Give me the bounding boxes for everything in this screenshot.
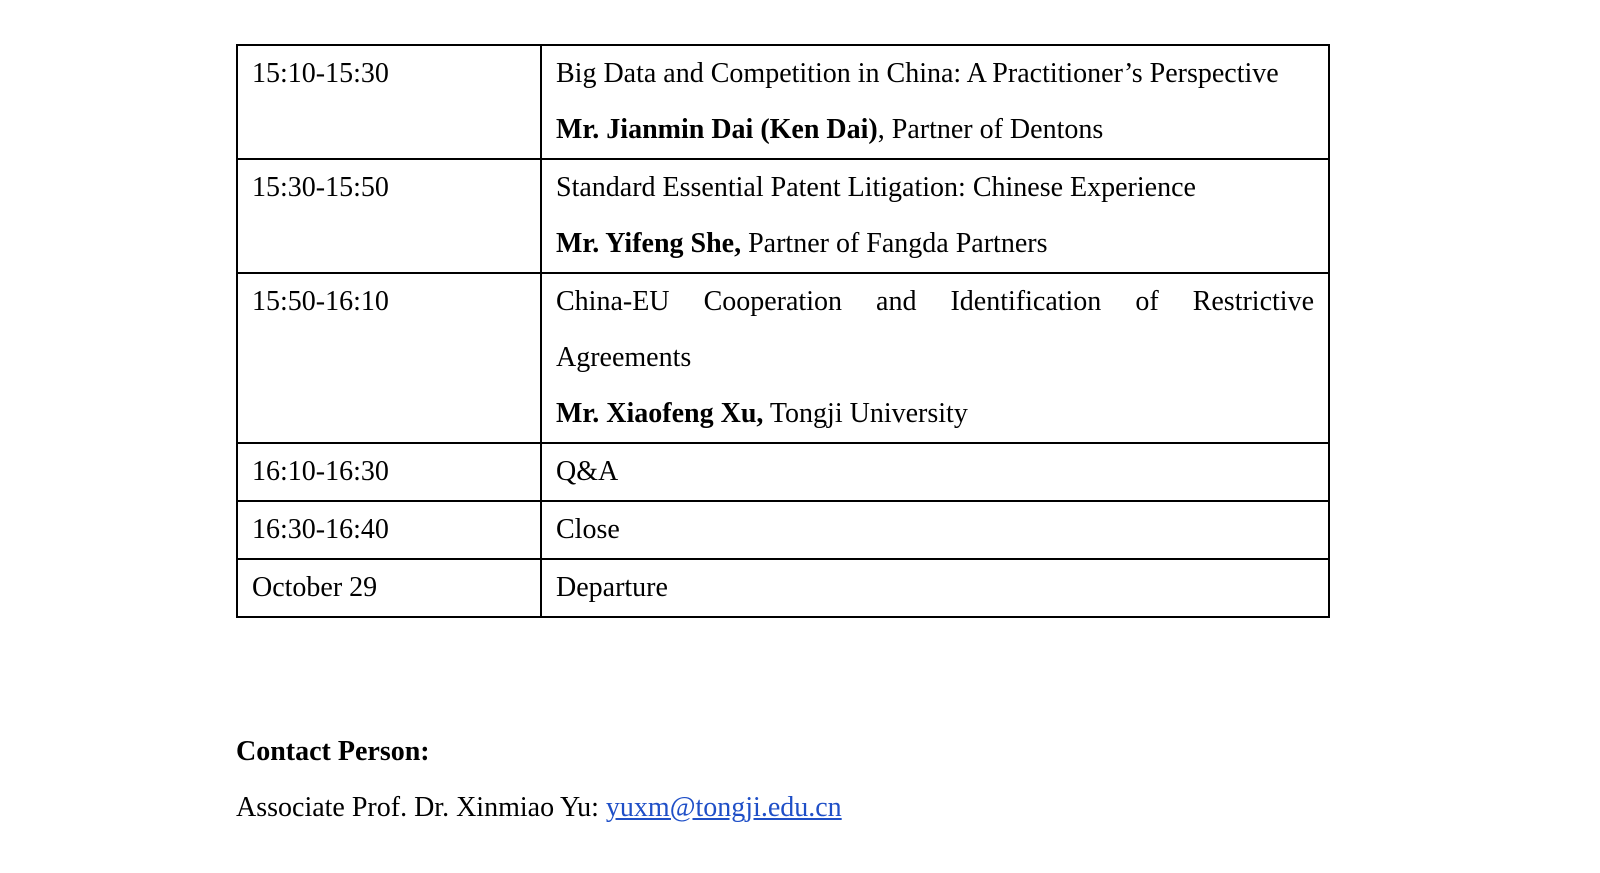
time-cell: [237, 45, 541, 159]
speaker-affiliation: Tongji University: [763, 398, 968, 429]
time-text: 16:30-16:40: [252, 514, 389, 545]
time-cell: [237, 159, 541, 273]
session-cell: [541, 559, 1329, 617]
schedule-table: [236, 44, 1330, 618]
time-cell: [237, 273, 541, 443]
speaker-line: [556, 216, 1314, 272]
table-row: [237, 45, 1329, 159]
table-row: [237, 273, 1329, 443]
table-row: [237, 559, 1329, 617]
table-row: [237, 443, 1329, 501]
contact-person: Associate Prof. Dr. Xinmiao Yu:: [236, 792, 606, 823]
table-row: [237, 159, 1329, 273]
time-cell: [237, 501, 541, 559]
session-cell: [541, 45, 1329, 159]
speaker-line: [556, 102, 1314, 158]
time-text: 15:50-16:10: [252, 286, 389, 317]
contact-section: [236, 724, 1436, 836]
time-cell: [237, 443, 541, 501]
talk-title: Big Data and Competition in China: A Practitioner’s Perspective: [556, 58, 1279, 89]
session-cell: [541, 159, 1329, 273]
session-cell: [541, 501, 1329, 559]
speaker-line: [556, 386, 1314, 442]
contact-heading: Contact Person:: [236, 736, 430, 767]
speaker-name: Mr. Xiaofeng Xu,: [556, 398, 764, 429]
contact-line: [236, 780, 1436, 836]
table-row: [237, 501, 1329, 559]
session-label: Close: [556, 514, 620, 545]
time-text: 15:30-15:50: [252, 172, 389, 203]
time-text: October 29: [252, 572, 378, 603]
session-label: Q&A: [556, 456, 619, 487]
time-cell: [237, 559, 541, 617]
speaker-affiliation: , Partner of Dentons: [877, 114, 1104, 145]
talk-title: Standard Essential Patent Litigation: Chinese Experience: [556, 172, 1196, 203]
time-text: 16:10-16:30: [252, 456, 389, 487]
session-label: Departure: [556, 572, 668, 603]
session-cell: [541, 273, 1329, 443]
time-text: 15:10-15:30: [252, 58, 389, 89]
speaker-name: Mr. Jianmin Dai (Ken Dai): [556, 114, 878, 145]
talk-title: China-EU Cooperation and Identification of Restrictive Agreements: [556, 286, 1314, 373]
contact-email-link[interactable]: yuxm@tongji.edu.cn: [605, 792, 842, 823]
speaker-name: Mr. Yifeng She,: [556, 228, 742, 259]
speaker-affiliation: Partner of Fangda Partners: [741, 228, 1048, 259]
session-cell: [541, 443, 1329, 501]
